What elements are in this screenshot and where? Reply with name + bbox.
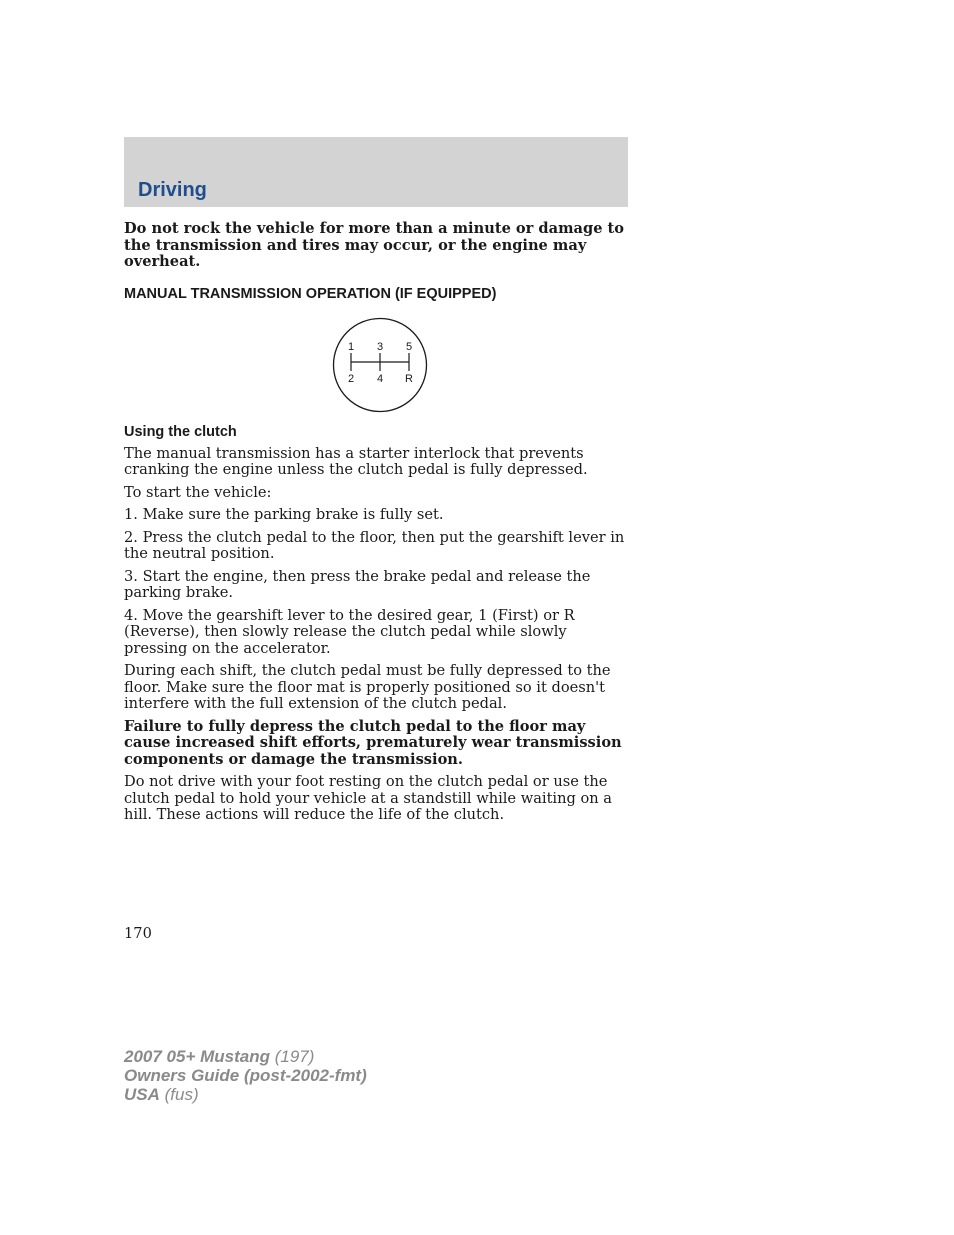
rocking-warning: Do not rock the vehicle for more than a minute or damage to the transmission and tires may occur, or the engine may overheat. [124,220,625,270]
gear-shift-pattern-icon [332,317,428,413]
footer-model-code: (197) [270,1047,315,1066]
manual-transmission-heading: MANUAL TRANSMISSION OPERATION (IF EQUIPPED) [124,285,497,302]
closing-paragraph: Do not drive with your foot resting on the clutch pedal or use the clutch pedal to hold your vehicle at a standstill while waiting on a hill. These actions will reduce the life of the clutch. [124,773,613,823]
step-3: 3. Start the engine, then press the brake pedal and release the parking brake. [124,567,591,601]
footer-market-code: (fus) [159,1085,199,1104]
gear-label-4: 4 [376,372,384,385]
footer-line-1 [124,1047,367,1066]
start-intro: To start the vehicle: [124,483,272,501]
page-number: 170 [124,925,152,942]
page-content [124,221,629,830]
section-header-band [124,137,628,207]
gear-label-3: 3 [376,340,384,353]
shift-paragraph: During each shift, the clutch pedal must be fully depressed to the floor. Make sure the floor mat is properly positioned so it doesn't interfere with the full extension of the clutch pedal. [124,662,611,712]
step-2: 2. Press the clutch pedal to the floor, then put the gearshift lever in the neutral position. [124,528,625,562]
step-1: 1. Make sure the parking brake is fully set. [124,506,444,523]
gear-label-2: 2 [347,372,355,385]
document-footer [124,1047,367,1104]
interlock-paragraph: The manual transmission has a starter interlock that prevents cranking the engine unless the clutch pedal is fully depressed. [124,444,588,478]
clutch-heading: Using the clutch [124,423,237,440]
gear-label-reverse: R [405,372,413,385]
shift-pattern-diagram [124,303,629,423]
clutch-warning: Failure to fully depress the clutch pedal to the floor may cause increased shift efforts, prematurely wear transmission components or damage the transmission. [124,717,622,768]
step-4: 4. Move the gearshift lever to the desired gear, 1 (First) or R (Reverse), then slowly release the clutch pedal while slowly pressing on the accelerator. [124,606,575,657]
footer-market: USA [124,1085,160,1104]
footer-line-3 [124,1085,367,1104]
footer-line-2: Owners Guide (post-2002-fmt) [124,1066,367,1085]
footer-model: 2007 05+ Mustang [124,1047,270,1066]
section-title: Driving [138,179,207,201]
gear-label-5: 5 [405,340,413,353]
gear-label-1: 1 [347,340,355,353]
